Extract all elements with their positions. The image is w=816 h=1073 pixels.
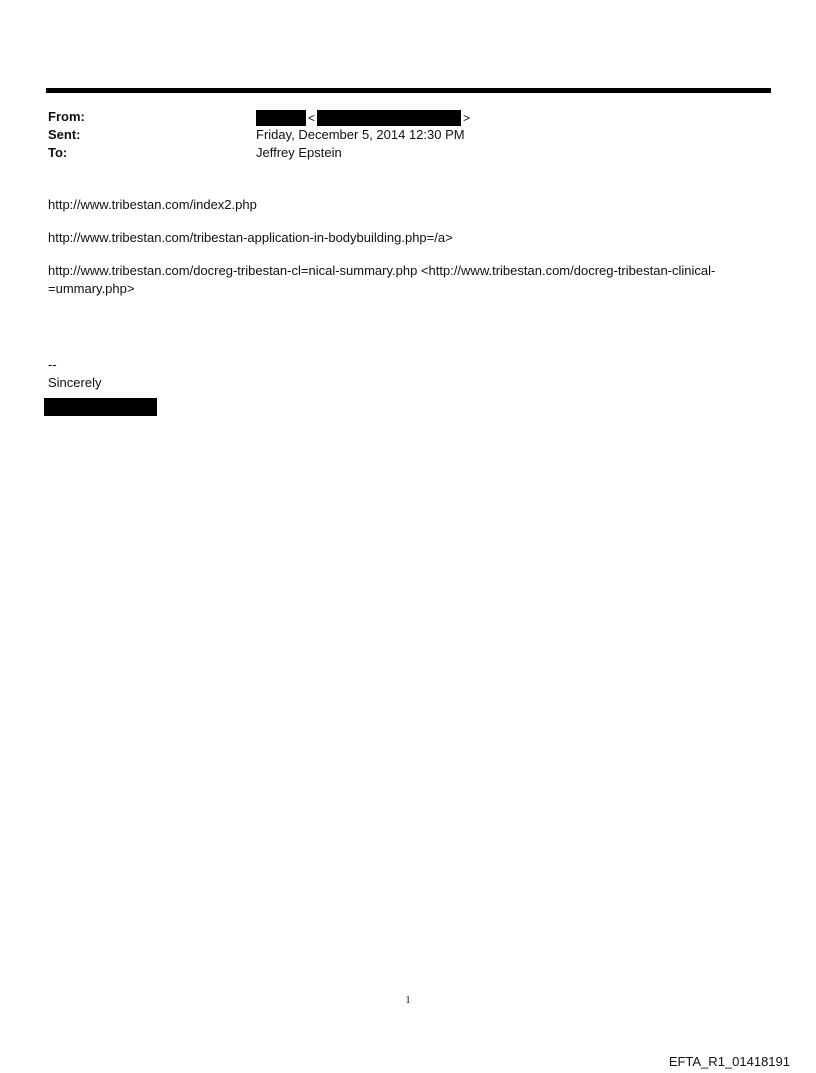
from-value	[256, 108, 472, 127]
redacted-signer-name	[44, 398, 157, 416]
sent-label: Sent:	[48, 127, 81, 142]
to-label: To:	[48, 145, 68, 160]
page-number: 1	[405, 994, 411, 1006]
header-divider	[46, 88, 771, 93]
email-header	[48, 108, 768, 162]
sent-value: Friday, December 5, 2014 12:30 PM	[256, 127, 465, 142]
signature-separator: --	[48, 357, 57, 372]
redacted-sender-name	[256, 110, 306, 126]
from-row	[48, 108, 768, 126]
document-id: EFTA_R1_01418191	[668, 1054, 790, 1069]
email-body	[48, 196, 768, 392]
to-row	[48, 144, 768, 162]
signature-closing: Sincerely	[48, 375, 102, 390]
link-paragraph: http://www.tribestan.com/tribestan-application-in-bodybuilding.php=/a>	[48, 230, 453, 245]
link-paragraph: http://www.tribestan.com/index2.php	[48, 197, 257, 212]
redacted-sender-email	[317, 110, 461, 126]
to-value: Jeffrey Epstein	[256, 145, 342, 160]
link-paragraph: http://www.tribestan.com/docreg-tribestan-cl=nical-summary.php <http://www.tribestan.com/docreg-tribestan-clinical-=ummary.php>	[48, 263, 716, 296]
sent-row	[48, 126, 768, 144]
email-close-bracket: >	[463, 110, 471, 125]
email-open-bracket: <	[308, 110, 316, 125]
from-label: From:	[48, 109, 85, 124]
